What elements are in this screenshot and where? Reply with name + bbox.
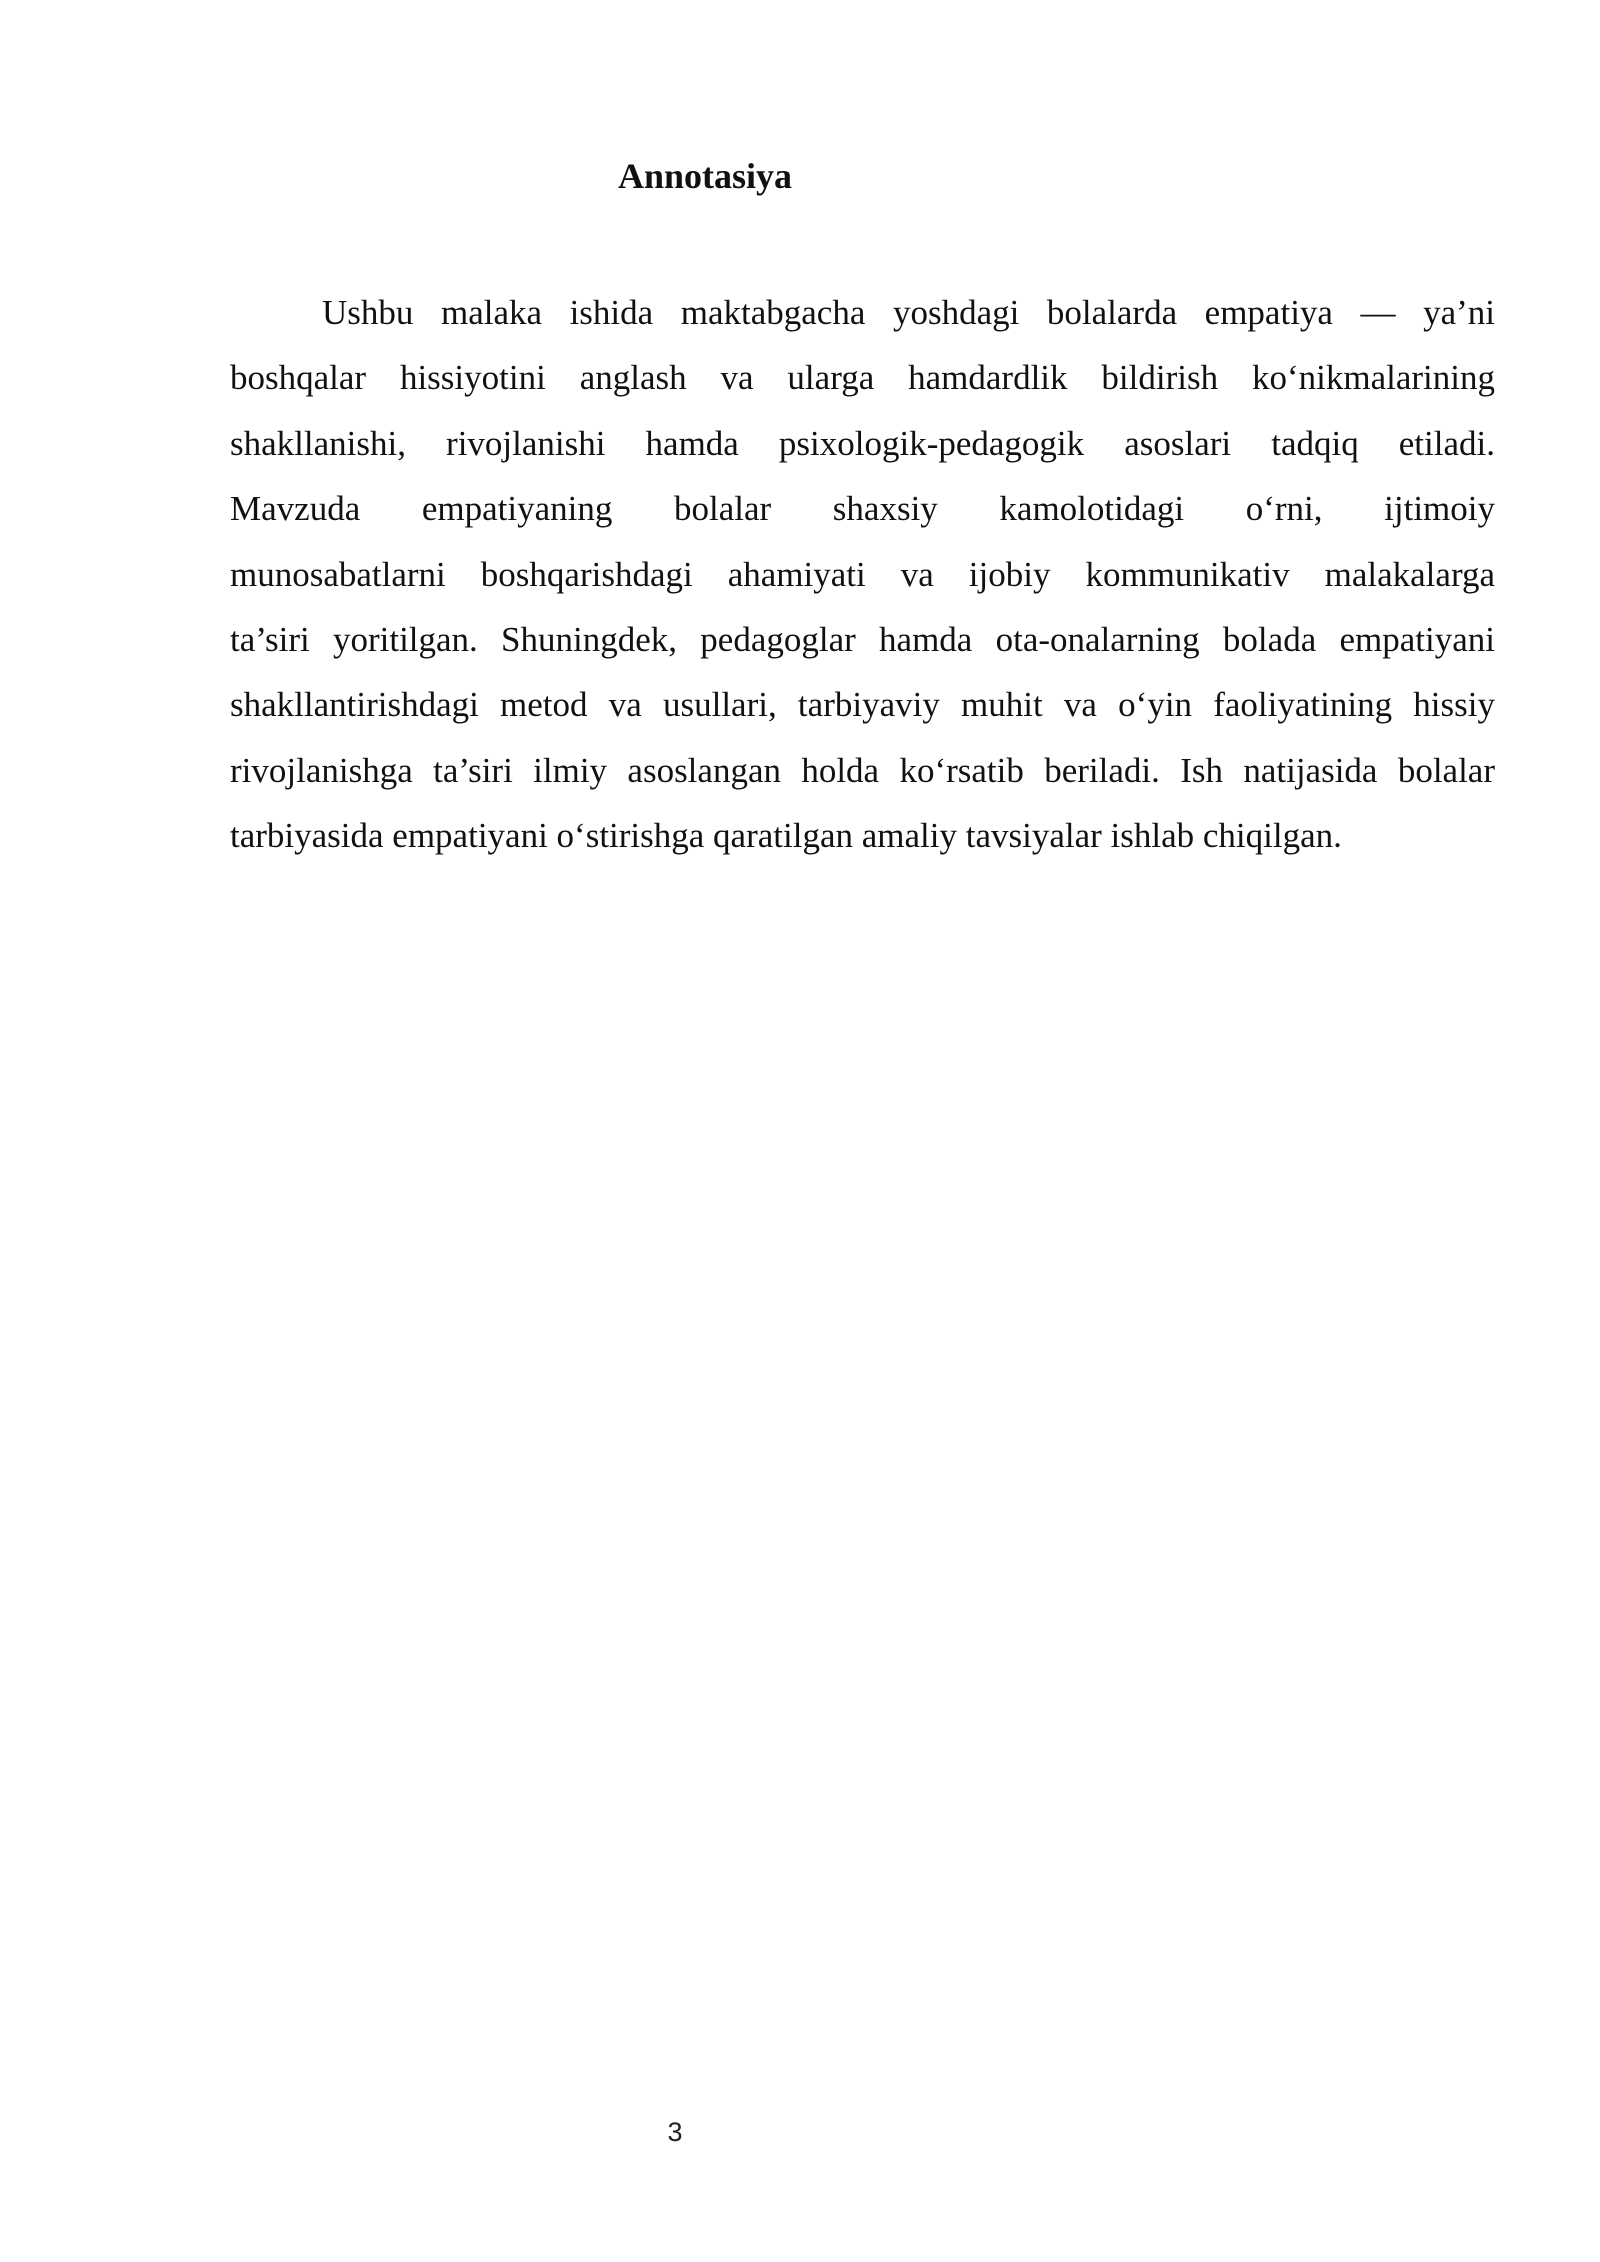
paragraph-line: munosabatlarni boshqarishdagi ahamiyati va ijobiy kommunikativ malakalarga — [230, 554, 1495, 594]
paragraph-line: ta’siri yoritilgan. Shuningdek, pedagoglar hamda ota-onalarning bolada empatiyani — [230, 620, 1495, 660]
paragraph-line: Mavzuda empatiyaning bolalar shaxsiy kamolotidagi o‘rni, ijtimoiy — [230, 489, 1495, 529]
paragraph-line: rivojlanishga ta’siri ilmiy asoslangan holda ko‘rsatib beriladi. Ish natijasida bolalar — [230, 750, 1495, 790]
page-title: Annotasiya — [617, 156, 793, 196]
paragraph-line: shakllantirishdagi metod va usullari, tarbiyaviy muhit va o‘yin faoliyatining hissiy — [230, 685, 1495, 725]
paragraph-line: tarbiyasida empatiyani o‘stirishga qaratilgan amaliy tavsiyalar ishlab chiqilgan. — [230, 816, 1342, 856]
annotation-paragraph — [230, 280, 1495, 869]
paragraph-line: boshqalar hissiyotini anglash va ularga hamdardlik bildirish ko‘nikmalarining — [230, 358, 1495, 398]
page-number: 3 — [667, 2117, 683, 2147]
paragraph-line: shakllanishi, rivojlanishi hamda psixologik-pedagogik asoslari tadqiq etiladi. — [230, 423, 1495, 463]
paragraph-line: Ushbu malaka ishida maktabgacha yoshdagi bolalarda empatiya — ya’ni — [322, 293, 1495, 332]
